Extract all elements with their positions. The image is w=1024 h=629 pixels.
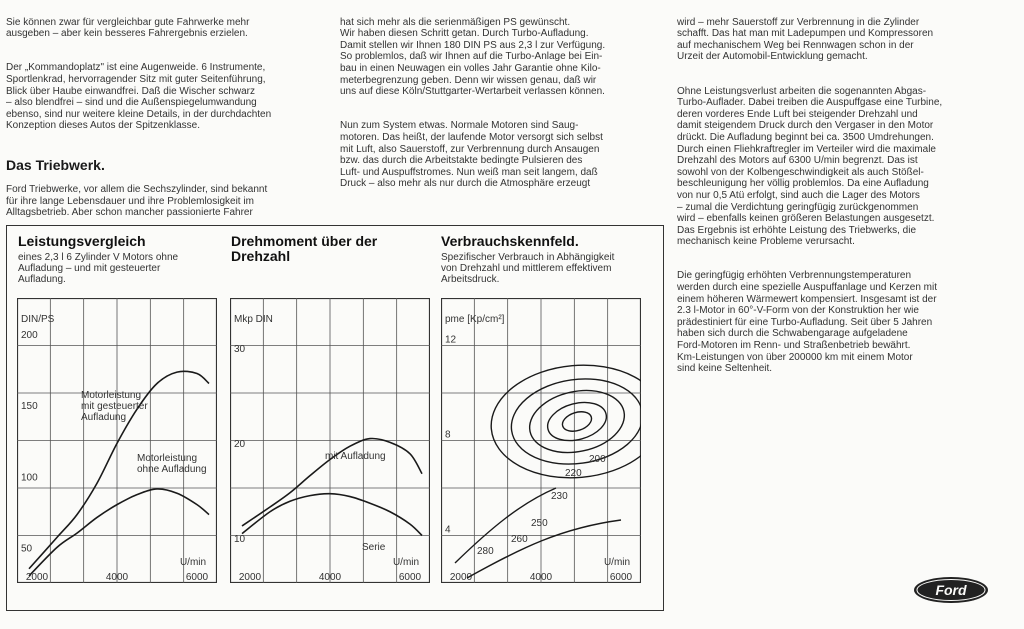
x-tick-label: 6000 [609,572,633,583]
contour-label: 280 [477,546,494,557]
series-label: Motorleistung [81,390,142,401]
x-axis-label: U/min [179,557,207,568]
x-tick-label: 4000 [318,572,342,583]
x-tick-label: 2000 [238,572,262,583]
y-tick-label: 20 [234,439,246,450]
chart-leistungsvergleich [17,298,217,583]
text-column-right [677,5,977,397]
y-tick-label: 30 [234,344,246,355]
series-label: ohne Aufladung [137,464,207,475]
logo-text: Ford [935,582,967,598]
chart-verbrauchskennfeld [441,298,641,583]
y-tick-label: 10 [234,534,246,545]
paragraph: Ford Triebwerke, vor allem die Sechszylinder, sind bekannt für ihre lange Lebensdauer und ihre Problemlosigkeit im Alltagsbetrieb. Aber schon mancher passionierte Fahrer [6,184,268,219]
series-label: mit gesteuerter [81,401,148,412]
chart-title: Leistungsvergleich [18,233,146,249]
y-tick-label: 4 [445,524,451,536]
y-axis-label: pme [Kp/cm²] [445,314,505,325]
text-column-left [6,5,322,242]
chart-drehmoment [230,298,430,583]
paragraph: Sie können zwar für vergleichbar gute Fahrwerke mehr ausgeben – aber kein besseres Fahrergebnis erzielen. [6,16,250,40]
chart-subtitle: Spezifischer Verbrauch in Abhängigkeit von Drehzahl und mittlerem effektivem Arbeitsdruck. [441,252,615,285]
y-tick-label: 100 [21,472,38,484]
contour-label: 250 [531,518,548,529]
y-tick-label: 8 [445,429,451,441]
chart-title: Verbrauchskennfeld. [441,233,579,249]
series-label: Motorleistung [137,453,198,464]
contour-line [543,396,610,446]
y-axis-label: DIN/PS [21,314,55,325]
series-line-standard [242,494,422,536]
y-tick-label: 12 [445,334,457,346]
contour-line [560,408,594,434]
paragraph: Die geringfügig erhöhten Verbrennungstemperaturen werden durch eine spezielle Auspuffanlage und Kerzen mit einem höheren Wärmewert kompensiert. Insgesamt ist der 2.3 l-Motor in 60°-V-Form von der Konstruktion her wie prädestiniert für eine Turbo-Aufladung. Seit über 5 Jahren haben sich durch die Schwabengarage aufgeladene Ford-Motoren im Renn- und Straßenbetrieb bewährt. Km-Leistungen von über 200000 km mit einem Motor sind keine Seltenheit. [677,270,937,375]
x-tick-label: 2000 [449,572,473,583]
x-axis-label: U/min [392,557,420,568]
paragraph: wird – mehr Sauerstoff zur Verbrennung in die Zylinder schafft. Das hat man mit Ladepumpen und Kompressoren auf mechanischem Weg bei Rennwagen schon in der Urzeit der Automobil-Entwicklung gemacht. [677,16,934,63]
contour-line [524,382,630,461]
paragraph: Nun zum System etwas. Normale Motoren sind Saug- motoren. Das heißt, der laufende Motor versorgt sich selbst mit Luft, also Sauerstoff, zur Verbrennung durch Ansaugen bzw. das durch die Arbeitstakte bedingte Pulsieren des Luft- und Auspuffstromes. Nun weiß man seit langem, daß Druck – also mehr als nur durch die Atmosphäre erzeugt [340,120,603,190]
contour-label: 200 [589,454,606,465]
series-label: Serie [362,542,386,553]
x-tick-label: 6000 [398,572,422,583]
chart-subtitle: eines 2,3 l 6 Zylinder V Motors ohne Aufladung – und mit gesteuerter Aufladung. [18,252,179,285]
y-tick-label: 200 [21,329,38,341]
y-tick-label: 50 [21,543,33,555]
x-tick-label: 4000 [529,572,553,583]
chart-title: Drehmoment über der Drehzahl [231,233,378,264]
paragraph: Der „Kommandoplatz" ist eine Augenweide. 6 Instrumente, Sportlenkrad, hervorragender Sitz mit guter Seitenführung, Blick über Haube einwandfrei. Daß die Wischer schwarz – also blendfrei – sind und die Außenspiegelumwandung ebenso, sind nur weitere kleine Details, in der durchdachten Konzeption dieses Autos der Spitzenklasse. [6,62,272,132]
series-label: mit Aufladung [325,451,386,462]
ford-logo [912,575,990,605]
y-axis-label: Mkp DIN [234,314,273,325]
x-tick-label: 2000 [25,572,49,583]
contour-label: 260 [511,534,528,545]
contour-label: 230 [551,491,568,502]
chart-panel [6,225,664,611]
x-tick-label: 4000 [105,572,129,583]
series-label: Aufladung [81,412,127,423]
x-axis-label: U/min [603,557,631,568]
contour-label: 220 [565,468,582,479]
paragraph: hat sich mehr als die serienmäßigen PS gewünscht. Wir haben diesen Schritt getan. Durch Turbo-Aufladung. Damit stellen wir Ihnen 180 DIN PS aus 2,3 l zur Verfügung. So problemlos, daß wir Ihnen auf die Turbo-Anlage bei Ein- bau in einen Neuwagen ein volles Jahr Garantie ohne Kilo- meterbegrenzung geben. Denn wir wissen genau, daß wir uns auf diese Köln/Stuttgarter-Wertarbeit verlassen können. [340,16,606,98]
text-column-middle [340,5,660,213]
section-heading: Das Triebwerk. [6,156,105,173]
contour-line [506,371,641,473]
x-tick-label: 6000 [185,572,209,583]
paragraph: Ohne Leistungsverlust arbeiten die sogenannten Abgas- Turbo-Auflader. Dabei treiben die Auspuffgase eine Turbine, deren vorderes Ende Luft bei steigender Drehzahl und damit steigendem Druck durch den Vergaser in den Motor drückt. Die Aufladung beginnt bei ca. 3500 Umdrehungen. Durch einen Fliehkraftregler im Verteiler wird die maximale Drehzahl des Motors auf 6300 U/min begrenzt. Das ist sowohl von der Kolbengeschwindigkeit als auch Stößel- beschleunigung her völlig problemlos. Da eine Aufladung von nur 0,5 Atü erfolgt, sind auch die Lager des Motors – zumal die Verdichtung geringfügig zurückgenommen wird – ebenfalls keinen größeren Belastungen ausgesetzt. Das Ergebnis ist erhöhte Leistung des Triebwerks, die mechanisch keine Probleme verursacht. [677,85,943,248]
y-tick-label: 150 [21,401,38,412]
